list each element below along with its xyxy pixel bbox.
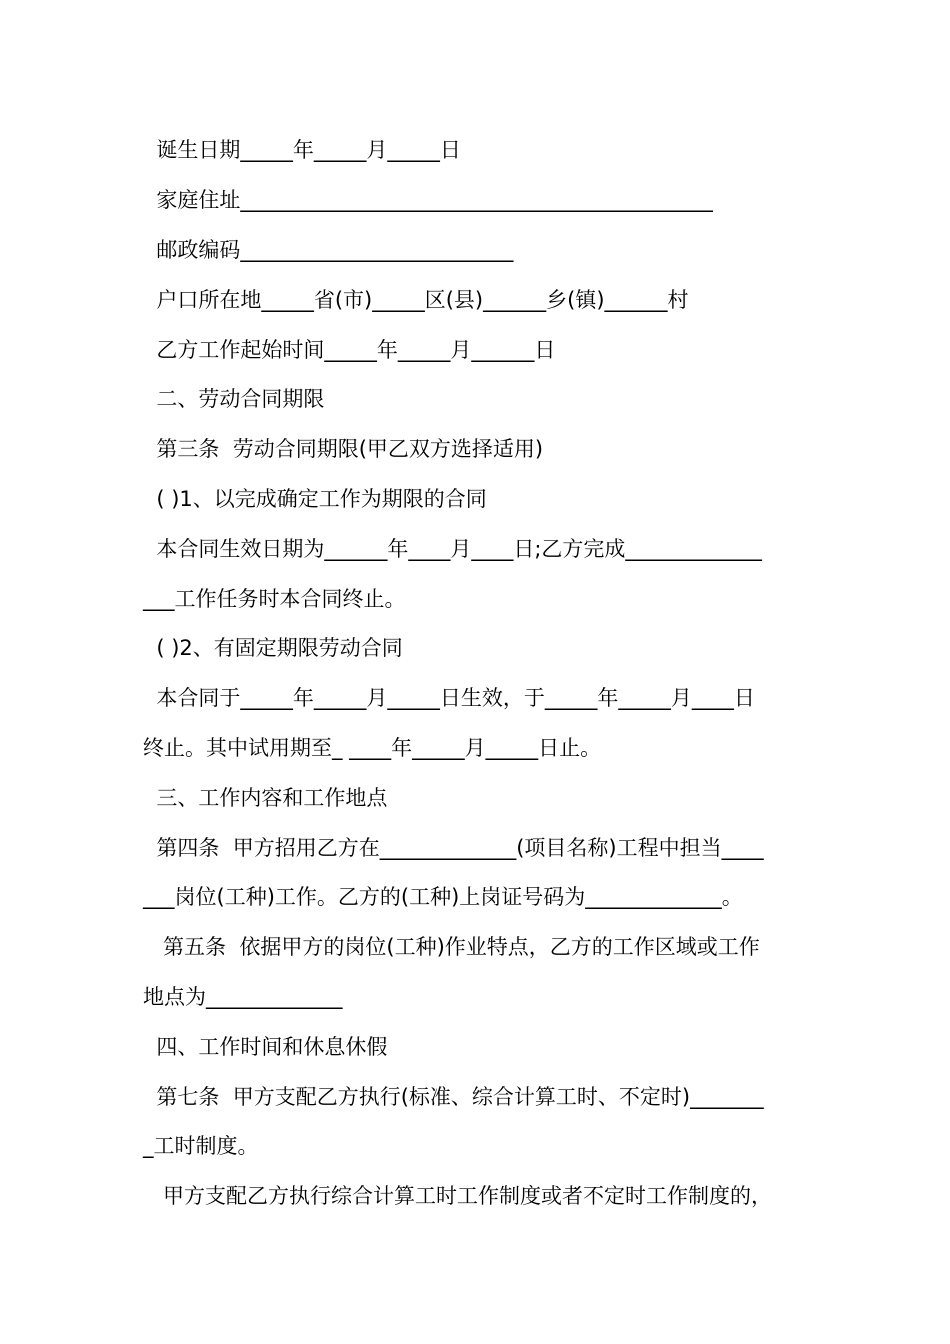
work-start-date-line: 乙方工作起始时间_____年_____月______日	[143, 338, 556, 362]
postal-code-line: 邮政编码__________________________	[143, 238, 514, 262]
home-address-line: 家庭住址_____________________________________________	[143, 188, 713, 212]
option-1-line: ( )1、以完成确定工作为期限的合同	[143, 487, 487, 511]
effective-date-line: 本合同生效日期为______年____月____日;乙方完成_____________	[143, 537, 762, 561]
birth-date-line: 诞生日期_____年_____月_____日	[143, 138, 461, 162]
probation-period-line: 终止。其中试用期至_ ____年_____月_____日止。	[143, 736, 602, 760]
option-2-line: ( )2、有固定期限劳动合同	[143, 636, 403, 660]
household-registration-line: 户口所在地_____省(市)_____区(县)______乡(镇)______村	[143, 288, 689, 312]
working-hours-system-line: _工时制度。	[143, 1134, 259, 1158]
article-7-line: 第七条 甲方支配乙方执行(标准、综合计算工时、不定时)_______	[143, 1085, 764, 1109]
position-certificate-line: ___岗位(工种)工作。乙方的(工种)上岗证号码为_____________。	[143, 885, 743, 909]
article-5-line: 第五条 依据甲方的岗位(工种)作业特点，乙方的工作区域或工作	[143, 935, 760, 959]
comprehensive-hours-line: 甲方支配乙方执行综合计算工时工作制度或者不定时工作制度的，	[143, 1184, 773, 1208]
section-heading-work-content: 三、工作内容和工作地点	[143, 786, 388, 810]
work-location-line: 地点为_____________	[143, 985, 343, 1009]
article-4-line: 第四条 甲方招用乙方在_____________(项目名称)工程中担当____	[143, 836, 764, 860]
section-heading-working-hours: 四、工作时间和休息休假	[143, 1035, 388, 1059]
fixed-term-dates-line: 本合同于_____年_____月_____日生效，于_____年_____月____日	[143, 686, 755, 710]
task-completion-line: ___工作任务时本合同终止。	[143, 587, 406, 611]
article-3-line: 第三条 劳动合同期限(甲乙双方选择适用)	[143, 437, 544, 461]
section-heading-contract-term: 二、劳动合同期限	[143, 387, 325, 411]
